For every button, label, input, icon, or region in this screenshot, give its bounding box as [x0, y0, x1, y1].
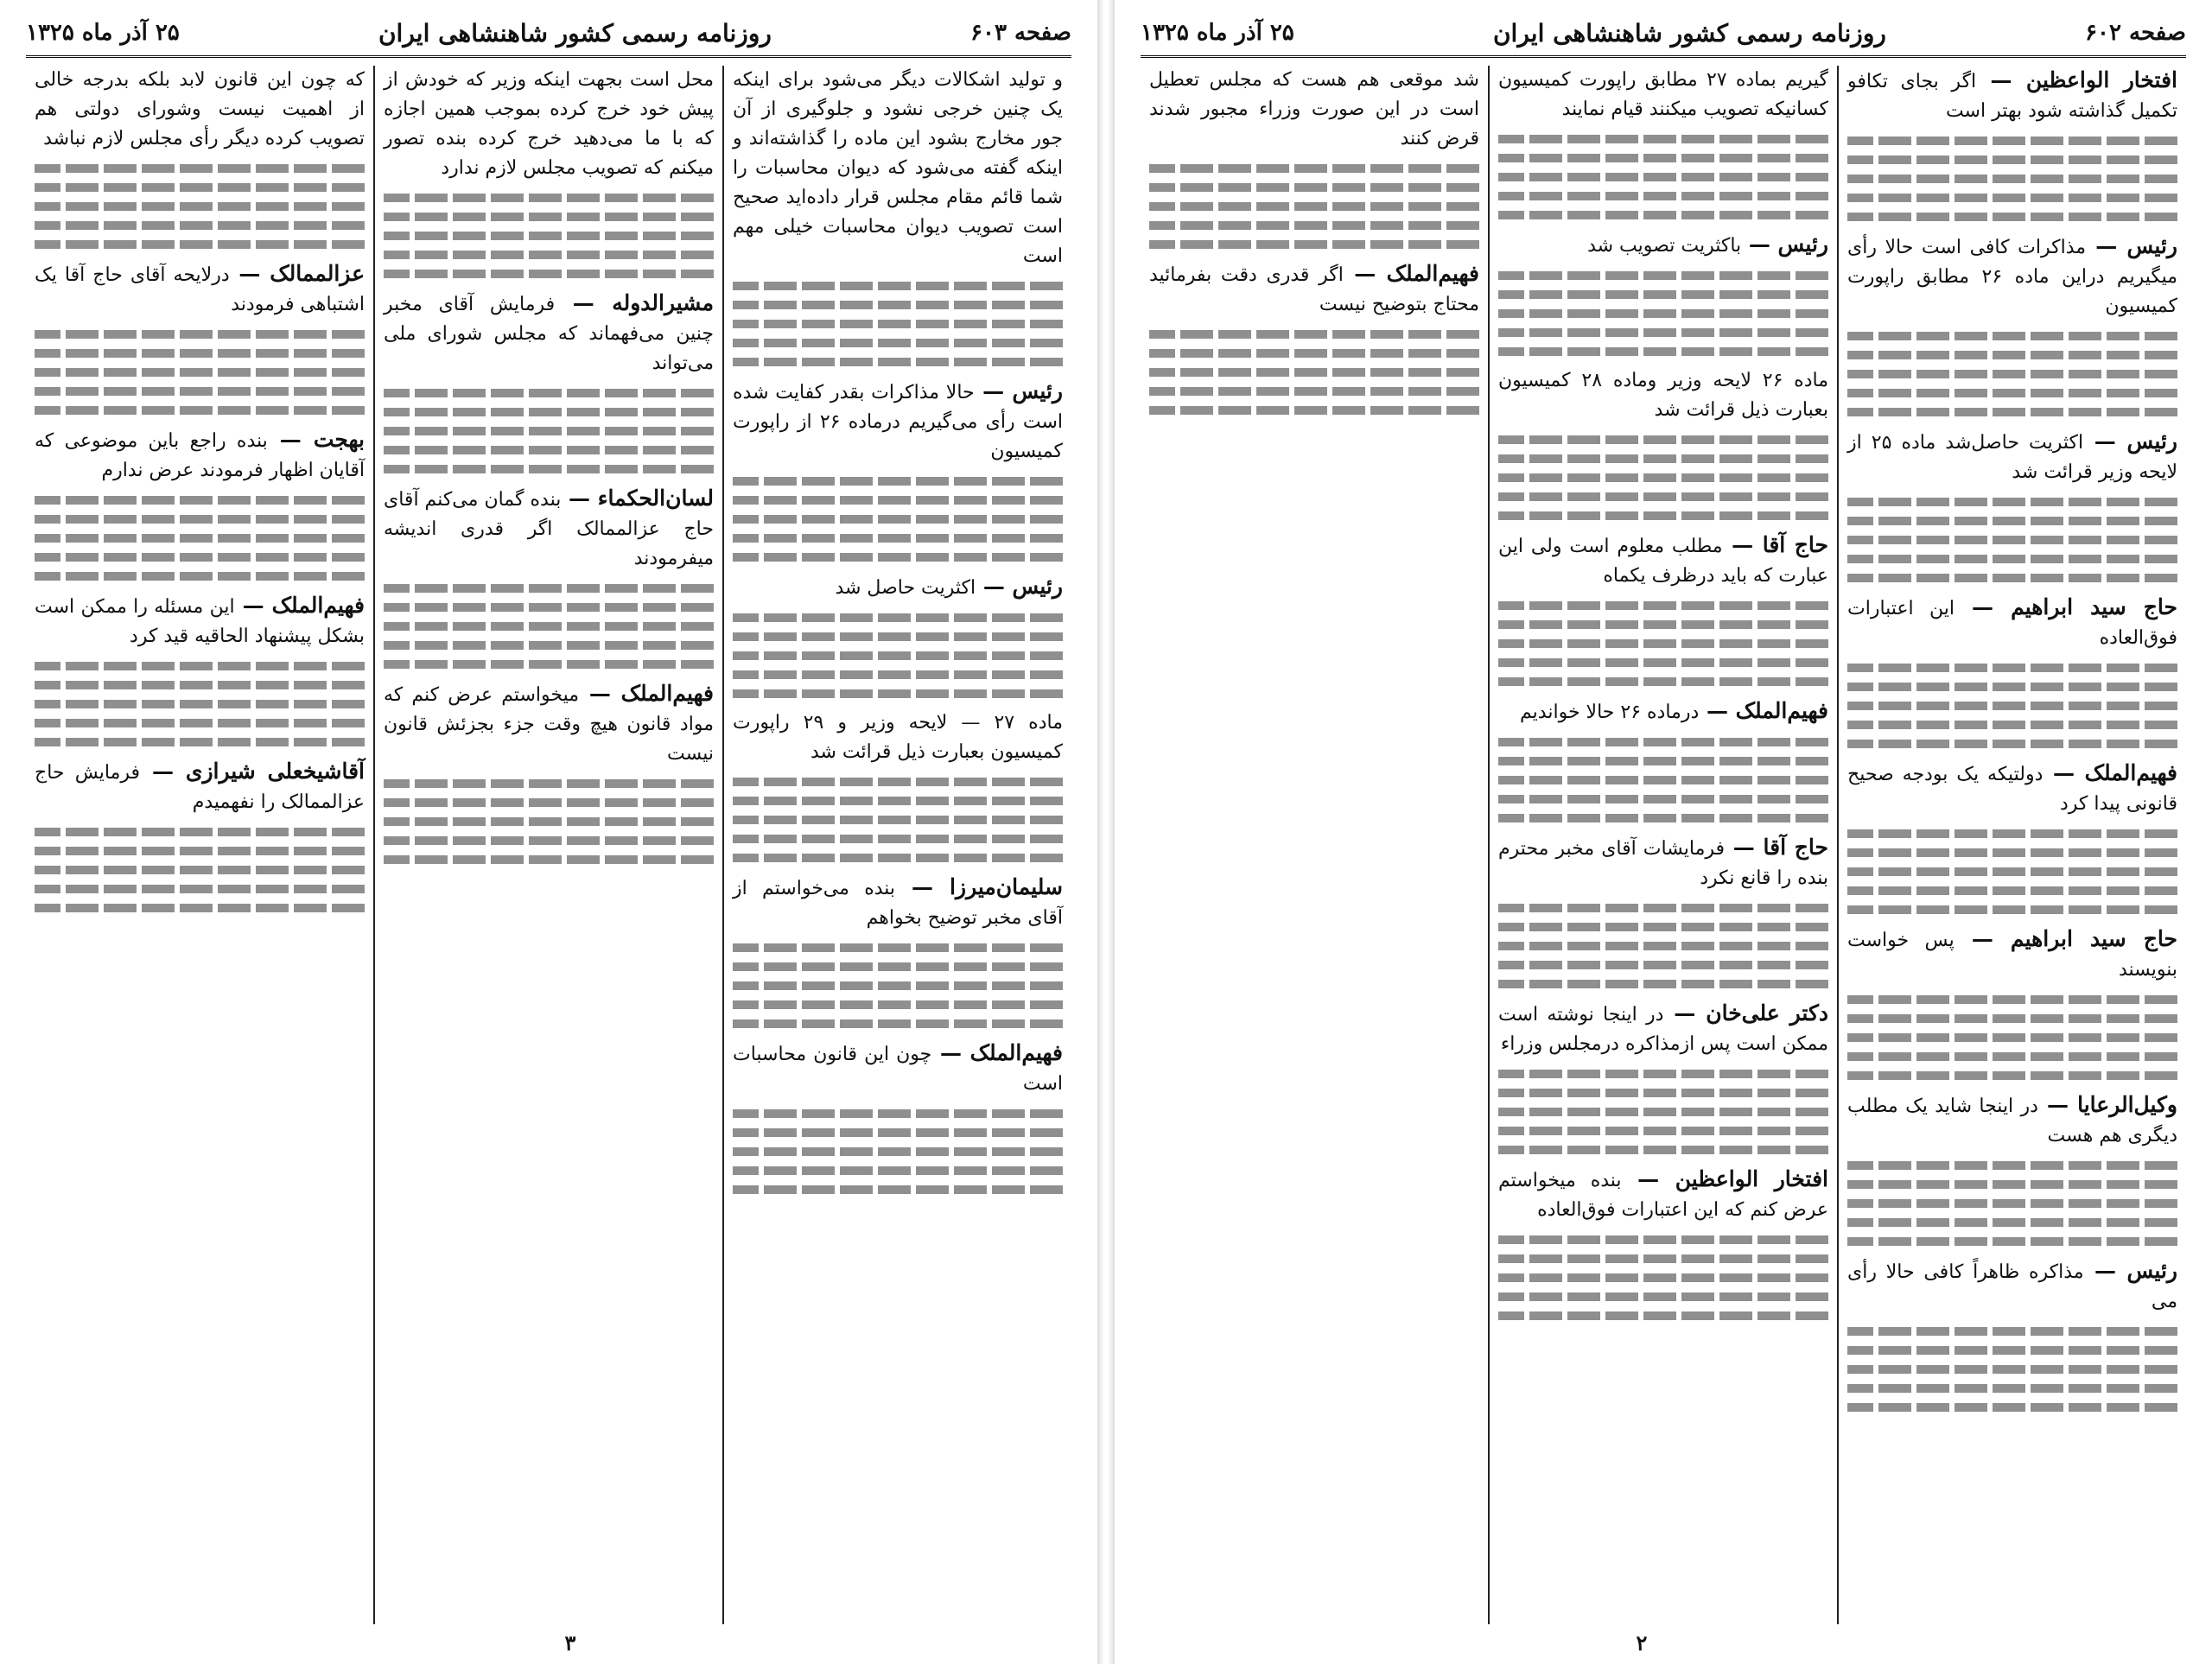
text-line-placeholder	[733, 301, 1063, 309]
text-line-placeholder	[384, 779, 714, 788]
speech-text: بنده میخواستم عرض کنم که این اعتبارات فوق‌العاده	[1498, 1170, 1828, 1221]
speech-entry	[1847, 1256, 2177, 1317]
speech-entry	[1847, 1090, 2177, 1151]
speech-entry	[1498, 1165, 1828, 1225]
text-line-placeholder	[1847, 498, 2177, 506]
text-line-placeholder	[733, 1109, 1063, 1118]
speech-text: و تولید اشکالات دیگر می‌شود برای اینکه یک چنین خرجی نشود و جلوگیری از آن جور مخارج بشود این ماده را گذاشته‌اند و اینکه گفته می‌شود که دیوان محاسبات را شما قائم مقام مجلس قرار داده‌اید صحیح است تصویب دیوان محاسبات خیلی مهم است	[733, 69, 1063, 267]
text-line-placeholder	[384, 798, 714, 807]
speech-entry	[1498, 66, 1828, 124]
text-line-placeholder	[1847, 740, 2177, 748]
text-line-placeholder	[1498, 271, 1828, 280]
speech-text: فرمایشات آقای مخبر محترم بنده را قانع نکرد	[1498, 838, 1828, 889]
text-line-placeholder	[35, 866, 365, 874]
speech-text: این اعتبارات فوق‌العاده	[1847, 598, 2177, 649]
speech-text: مذاکره ظاهراً کافی حالا رأی می	[1847, 1261, 2177, 1312]
text-line-placeholder	[35, 662, 365, 670]
text-line-placeholder	[1847, 1161, 2177, 1170]
text-line-placeholder	[1847, 1346, 2177, 1355]
left-page	[0, 0, 1097, 1664]
text-line-placeholder	[1498, 904, 1828, 912]
text-line-placeholder	[733, 632, 1063, 641]
speech-text: بنده راجع باین موضوعی که آقایان اظهار فرمودند عرض ندارم	[35, 430, 365, 481]
text-line-placeholder	[733, 339, 1063, 347]
text-line-placeholder	[1498, 435, 1828, 444]
speech-entry	[384, 484, 714, 574]
text-line-placeholder	[1498, 1146, 1828, 1154]
text-line-placeholder	[1847, 1180, 2177, 1189]
text-line-placeholder	[384, 389, 714, 397]
text-column	[1488, 66, 1837, 1624]
text-line-placeholder	[1847, 1365, 2177, 1374]
speech-entry	[1498, 833, 1828, 893]
speech-text: فرمایش حاج عزالممالک را نفهمیدم	[35, 762, 365, 813]
text-line-placeholder	[35, 496, 365, 505]
text-line-placeholder	[1149, 349, 1479, 358]
text-line-placeholder	[1498, 980, 1828, 988]
text-line-placeholder	[733, 816, 1063, 824]
speech-entry	[35, 259, 365, 320]
text-line-placeholder	[733, 1185, 1063, 1194]
speech-text: باکثریت تصویب شد	[1587, 235, 1742, 257]
speech-text: مذاکرات کافی است حالا رأی میگیریم دراین ماده ۲۶ مطابق راپورت کمیسیون	[1847, 237, 2177, 317]
text-line-placeholder	[35, 240, 365, 249]
speech-text: حالا مذاکرات بقدر کفایت شده است رأی می‌گیریم درماده ۲۶ از راپورت کمیسیون	[733, 382, 1063, 462]
text-line-placeholder	[1847, 555, 2177, 563]
text-line-placeholder	[35, 828, 365, 836]
speech-text: در اینجا نوشته است ممکن است پس ازمذاکره درمجلس وزراء	[1498, 1004, 1828, 1055]
speech-text: این مسئله را ممکن است بشکل پیشنهاد الحاقیه قید کرد	[35, 596, 365, 647]
text-line-placeholder	[1149, 330, 1479, 339]
text-line-placeholder	[733, 613, 1063, 622]
text-line-placeholder	[35, 202, 365, 211]
speech-text: که چون این قانون لابد بلکه بدرجه خالی از اهمیت نیست وشورای دولتی هم تصویب کرده دیگر رأی مجلس لازم نباشد	[35, 69, 365, 149]
text-line-placeholder	[384, 855, 714, 864]
speech-entry	[1847, 593, 2177, 653]
text-line-placeholder	[1498, 620, 1828, 629]
text-line-placeholder	[1847, 1071, 2177, 1080]
right-page-header	[1141, 10, 2186, 58]
text-line-placeholder	[1498, 658, 1828, 667]
text-line-placeholder	[733, 496, 1063, 505]
text-line-placeholder	[1498, 1254, 1828, 1263]
speaker-name: افتخار الواعظین —	[1621, 1166, 1828, 1191]
speaker-name: حاج آقا —	[1722, 532, 1828, 557]
left-header-masthead: روزنامه رسمی کشور شاهنشاهی ایران	[378, 18, 772, 48]
text-line-placeholder	[1847, 194, 2177, 202]
text-line-placeholder	[1149, 221, 1479, 230]
right-header-page-number: صفحه ۶۰۲	[2085, 20, 2186, 46]
text-line-placeholder	[1847, 721, 2177, 729]
text-line-placeholder	[35, 368, 365, 377]
text-line-placeholder	[35, 904, 365, 912]
text-line-placeholder	[384, 584, 714, 593]
speech-entry	[384, 289, 714, 378]
text-line-placeholder	[1498, 1312, 1828, 1320]
text-column	[1141, 66, 1488, 1624]
right-page-number: ۲	[1636, 1630, 1648, 1655]
text-line-placeholder	[384, 622, 714, 631]
text-line-placeholder	[1847, 351, 2177, 359]
speech-entry	[1498, 530, 1828, 591]
text-line-placeholder	[384, 408, 714, 416]
speech-entry	[1847, 924, 2177, 985]
speaker-name: فهیم‌الملک —	[931, 1040, 1064, 1065]
text-line-placeholder	[1498, 347, 1828, 356]
text-line-placeholder	[1498, 173, 1828, 181]
text-line-placeholder	[1847, 1218, 2177, 1227]
text-line-placeholder	[733, 515, 1063, 524]
text-line-placeholder	[1498, 942, 1828, 950]
text-line-placeholder	[384, 194, 714, 202]
text-line-placeholder	[1498, 211, 1828, 219]
page-gutter	[1097, 0, 1115, 1664]
speech-entry	[733, 377, 1063, 467]
speaker-name: حاج سید ابراهیم —	[1954, 926, 2177, 951]
text-line-placeholder	[1847, 536, 2177, 544]
text-line-placeholder	[733, 854, 1063, 862]
text-line-placeholder	[1498, 309, 1828, 318]
speaker-name: مشیرالدوله —	[555, 290, 714, 315]
text-line-placeholder	[1847, 1384, 2177, 1393]
speech-entry	[35, 757, 365, 817]
text-line-placeholder	[1847, 370, 2177, 378]
text-line-placeholder	[35, 387, 365, 396]
text-line-placeholder	[1149, 202, 1479, 211]
speech-text: گیریم بماده ۲۷ مطابق راپورت کمیسیون کسانیکه تصویب میکنند قیام نمایند	[1498, 69, 1828, 120]
text-line-placeholder	[1847, 886, 2177, 895]
text-line-placeholder	[1498, 154, 1828, 162]
text-line-placeholder	[384, 641, 714, 650]
text-line-placeholder	[1498, 961, 1828, 969]
text-line-placeholder	[384, 603, 714, 612]
text-line-placeholder	[1847, 1403, 2177, 1412]
text-line-placeholder	[1847, 995, 2177, 1004]
speaker-name: رئیس —	[974, 378, 1064, 403]
speech-entry	[1847, 66, 2177, 126]
text-line-placeholder	[1847, 1052, 2177, 1061]
text-line-placeholder	[384, 427, 714, 435]
text-line-placeholder	[1847, 1014, 2177, 1023]
right-page	[1115, 0, 2212, 1664]
text-line-placeholder	[1498, 1127, 1828, 1135]
speech-entry	[733, 572, 1063, 603]
text-line-placeholder	[384, 213, 714, 221]
text-line-placeholder	[35, 221, 365, 230]
text-line-placeholder	[1498, 1273, 1828, 1282]
text-line-placeholder	[733, 1000, 1063, 1009]
speaker-name: رئیس —	[976, 574, 1063, 599]
left-page-header	[26, 10, 1071, 58]
text-line-placeholder	[1847, 848, 2177, 857]
text-line-placeholder	[733, 943, 1063, 952]
text-line-placeholder	[1149, 240, 1479, 249]
text-line-placeholder	[1847, 408, 2177, 416]
speech-text: درلایحه آقای حاج آقا یک اشتباهی فرمودند	[35, 264, 365, 315]
text-line-placeholder	[1498, 1292, 1828, 1301]
right-header-date: ۲۵ آذر ماه ۱۳۲۵	[1141, 20, 1294, 46]
speaker-name: فهیم‌الملک —	[2043, 760, 2177, 785]
speech-text: فرمایش آقای مخبر چنین می‌فهماند که مجلس شورای ملی می‌تواند	[384, 294, 714, 374]
speech-text: اکثریت حاصل شد	[835, 577, 976, 599]
left-page-number: ۳	[564, 1630, 576, 1655]
speech-text: ماده ۲۷ — لایحه وزیر و ۲۹ راپورت کمیسیون بعبارت ذیل قرائت شد	[733, 712, 1063, 763]
text-line-placeholder	[35, 406, 365, 415]
text-line-placeholder	[733, 1166, 1063, 1175]
speaker-name: حاج آقا —	[1725, 835, 1828, 860]
text-line-placeholder	[1149, 387, 1479, 396]
text-line-placeholder	[1498, 511, 1828, 520]
text-line-placeholder	[35, 183, 365, 192]
text-line-placeholder	[1498, 454, 1828, 463]
text-line-placeholder	[1149, 406, 1479, 415]
text-line-placeholder	[733, 282, 1063, 290]
text-line-placeholder	[1498, 1089, 1828, 1097]
text-line-placeholder	[733, 689, 1063, 698]
speech-entry	[1498, 230, 1828, 261]
text-line-placeholder	[1847, 389, 2177, 397]
speech-text: اکثریت حاصل‌شد ماده ۲۵ از لایحه وزیر قرائت شد	[1847, 432, 2177, 483]
text-line-placeholder	[733, 553, 1063, 562]
speech-entry	[733, 708, 1063, 767]
text-line-placeholder	[35, 738, 365, 746]
speech-text: بنده گمان می‌کنم آقای حاج عزالممالک اگر قدری اندیشه میفرمودند	[384, 489, 714, 569]
text-line-placeholder	[35, 515, 365, 524]
text-line-placeholder	[733, 320, 1063, 328]
speech-entry	[384, 679, 714, 769]
text-line-placeholder	[733, 651, 1063, 660]
speech-entry	[1498, 999, 1828, 1059]
text-line-placeholder	[384, 836, 714, 845]
speech-entry	[733, 873, 1063, 933]
text-line-placeholder	[35, 847, 365, 855]
speech-text: محل است بجهت اینکه وزیر که خودش از پیش خود خرج کرده بموجب همین اجازه که با ما می‌دهید خرج کرده بنده تصور میکنم که تصویب مجلس لازم ندارد	[384, 69, 714, 179]
text-column	[373, 66, 722, 1624]
text-line-placeholder	[733, 778, 1063, 786]
speech-entry	[35, 591, 365, 651]
text-line-placeholder	[1847, 175, 2177, 183]
speech-entry	[733, 66, 1063, 271]
text-line-placeholder	[1498, 328, 1828, 337]
speaker-name: فهیم‌الملک —	[1343, 261, 1480, 286]
text-line-placeholder	[1498, 677, 1828, 686]
text-line-placeholder	[35, 719, 365, 727]
text-line-placeholder	[35, 164, 365, 173]
text-line-placeholder	[1498, 757, 1828, 765]
speech-text: شد موقعی هم هست که مجلس تعطیل است در این صورت وزراء مجبور شدند قرض کنند	[1149, 69, 1479, 149]
text-line-placeholder	[35, 885, 365, 893]
text-line-placeholder	[1847, 517, 2177, 525]
text-line-placeholder	[1847, 829, 2177, 838]
text-line-placeholder	[1847, 905, 2177, 914]
speaker-name: بهجت —	[267, 427, 365, 452]
text-line-placeholder	[1498, 601, 1828, 610]
speech-entry	[1149, 259, 1479, 320]
text-line-placeholder	[733, 962, 1063, 971]
text-line-placeholder	[384, 465, 714, 473]
speech-text: در اینجا شاید یک مطلب دیگری هم هست	[1847, 1096, 2177, 1146]
speaker-name: رئیس —	[2086, 233, 2178, 258]
speaker-name: وکیل‌الرعایا —	[2037, 1092, 2177, 1117]
speech-entry	[1149, 66, 1479, 154]
text-line-placeholder	[733, 670, 1063, 679]
text-line-placeholder	[733, 1147, 1063, 1156]
right-page-columns	[1141, 66, 2186, 1624]
text-line-placeholder	[384, 660, 714, 669]
speaker-name: رئیس —	[2083, 1258, 2177, 1283]
text-line-placeholder	[1498, 492, 1828, 501]
speaker-name: فهیم‌الملک —	[1699, 698, 1828, 723]
text-line-placeholder	[35, 572, 365, 581]
speech-text: اگر بجای تکافو تکمیل گذاشته شود بهتر است	[1847, 71, 2177, 122]
speech-text: بنده می‌خواستم از آقای مخبر توضیح بخواهم	[733, 878, 1063, 929]
text-line-placeholder	[1149, 183, 1479, 192]
speech-entry	[733, 1038, 1063, 1099]
text-line-placeholder	[35, 553, 365, 562]
text-line-placeholder	[733, 797, 1063, 805]
text-line-placeholder	[1498, 795, 1828, 803]
speech-text: مطلب معلوم است ولی این عبارت که باید درظرف یکماه	[1498, 536, 1828, 587]
speaker-name: فهیم‌الملک —	[234, 593, 365, 618]
text-line-placeholder	[1847, 213, 2177, 221]
text-line-placeholder	[1847, 664, 2177, 672]
text-line-placeholder	[384, 817, 714, 826]
left-page-columns	[26, 66, 1071, 1624]
text-line-placeholder	[1847, 1199, 2177, 1208]
text-line-placeholder	[35, 534, 365, 543]
text-line-placeholder	[1847, 1033, 2177, 1042]
text-line-placeholder	[1847, 683, 2177, 691]
speech-entry	[384, 66, 714, 183]
speaker-name: افتخار الواعظین —	[1976, 67, 2177, 92]
text-line-placeholder	[733, 534, 1063, 543]
speaker-name: رئیس —	[1741, 232, 1828, 257]
text-column	[26, 66, 373, 1624]
text-line-placeholder	[1149, 368, 1479, 377]
text-line-placeholder	[1498, 1235, 1828, 1244]
text-line-placeholder	[35, 681, 365, 689]
text-line-placeholder	[1498, 814, 1828, 822]
text-line-placeholder	[1847, 1327, 2177, 1336]
text-line-placeholder	[1498, 776, 1828, 784]
speaker-name: لسان‌الحکماء —	[561, 486, 715, 511]
text-line-placeholder	[1498, 923, 1828, 931]
text-line-placeholder	[1498, 738, 1828, 746]
speech-text: درماده ۲۶ حالا خواندیم	[1520, 702, 1700, 723]
speech-entry	[1847, 427, 2177, 487]
speaker-name: حاج سید ابراهیم —	[1954, 594, 2177, 619]
text-line-placeholder	[1847, 137, 2177, 145]
text-line-placeholder	[1847, 1237, 2177, 1246]
text-line-placeholder	[733, 358, 1063, 366]
text-line-placeholder	[35, 330, 365, 339]
speech-text: دولتیکه یک بودجه صحیح قانونی پیدا کرد	[1847, 764, 2177, 815]
text-column	[722, 66, 1071, 1624]
speech-text: ماده ۲۶ لایحه وزیر وماده ۲۸ کمیسیون بعبارت ذیل قرائت شد	[1498, 370, 1828, 421]
text-line-placeholder	[1498, 290, 1828, 299]
text-line-placeholder	[1847, 702, 2177, 710]
text-line-placeholder	[384, 251, 714, 259]
speaker-name: دکتر علی‌خان —	[1663, 1000, 1828, 1026]
text-line-placeholder	[35, 700, 365, 708]
speech-entry	[35, 425, 365, 486]
text-line-placeholder	[1149, 164, 1479, 173]
speech-entry	[1498, 696, 1828, 727]
text-line-placeholder	[1847, 332, 2177, 340]
text-line-placeholder	[733, 477, 1063, 486]
speech-entry	[1847, 232, 2177, 321]
speaker-name: عزالممالک —	[229, 261, 365, 286]
left-header-page-number: صفحه ۶۰۳	[970, 20, 1071, 46]
text-line-placeholder	[1498, 192, 1828, 200]
speaker-name: فهیم‌الملک —	[579, 681, 714, 706]
text-line-placeholder	[1847, 156, 2177, 164]
text-line-placeholder	[733, 1128, 1063, 1137]
speech-entry	[1498, 366, 1828, 425]
text-column	[1837, 66, 2186, 1624]
text-line-placeholder	[1847, 574, 2177, 582]
speaker-name: سلیمان‌میرزا —	[895, 874, 1063, 899]
text-line-placeholder	[1498, 639, 1828, 648]
text-line-placeholder	[1498, 135, 1828, 143]
speaker-name: آقاشیخعلی شیرازی —	[140, 759, 365, 784]
text-line-placeholder	[384, 446, 714, 454]
text-line-placeholder	[1498, 1108, 1828, 1116]
text-line-placeholder	[384, 270, 714, 278]
text-line-placeholder	[35, 349, 365, 358]
speech-text: چون این قانون محاسبات است	[733, 1044, 1063, 1095]
right-header-masthead: روزنامه رسمی کشور شاهنشاهی ایران	[1492, 18, 1886, 48]
speech-text: اگر قدری دقت بفرمائید محتاج بتوضیح نیست	[1149, 264, 1479, 315]
left-header-date: ۲۵ آذر ماه ۱۳۲۵	[26, 20, 180, 46]
speech-entry	[1847, 759, 2177, 819]
speech-text: پس خواست بنویسند	[1847, 930, 2177, 981]
speech-entry	[35, 66, 365, 154]
text-line-placeholder	[733, 1019, 1063, 1028]
text-line-placeholder	[1847, 867, 2177, 876]
text-line-placeholder	[384, 232, 714, 240]
text-line-placeholder	[733, 981, 1063, 990]
text-line-placeholder	[733, 835, 1063, 843]
speech-text: میخواستم عرض کنم که مواد قانون هیچ وقت جزء بجزئش قانون نیست	[384, 684, 714, 765]
speaker-name: رئیس —	[2083, 429, 2178, 454]
text-line-placeholder	[1498, 1070, 1828, 1078]
text-line-placeholder	[1498, 473, 1828, 482]
